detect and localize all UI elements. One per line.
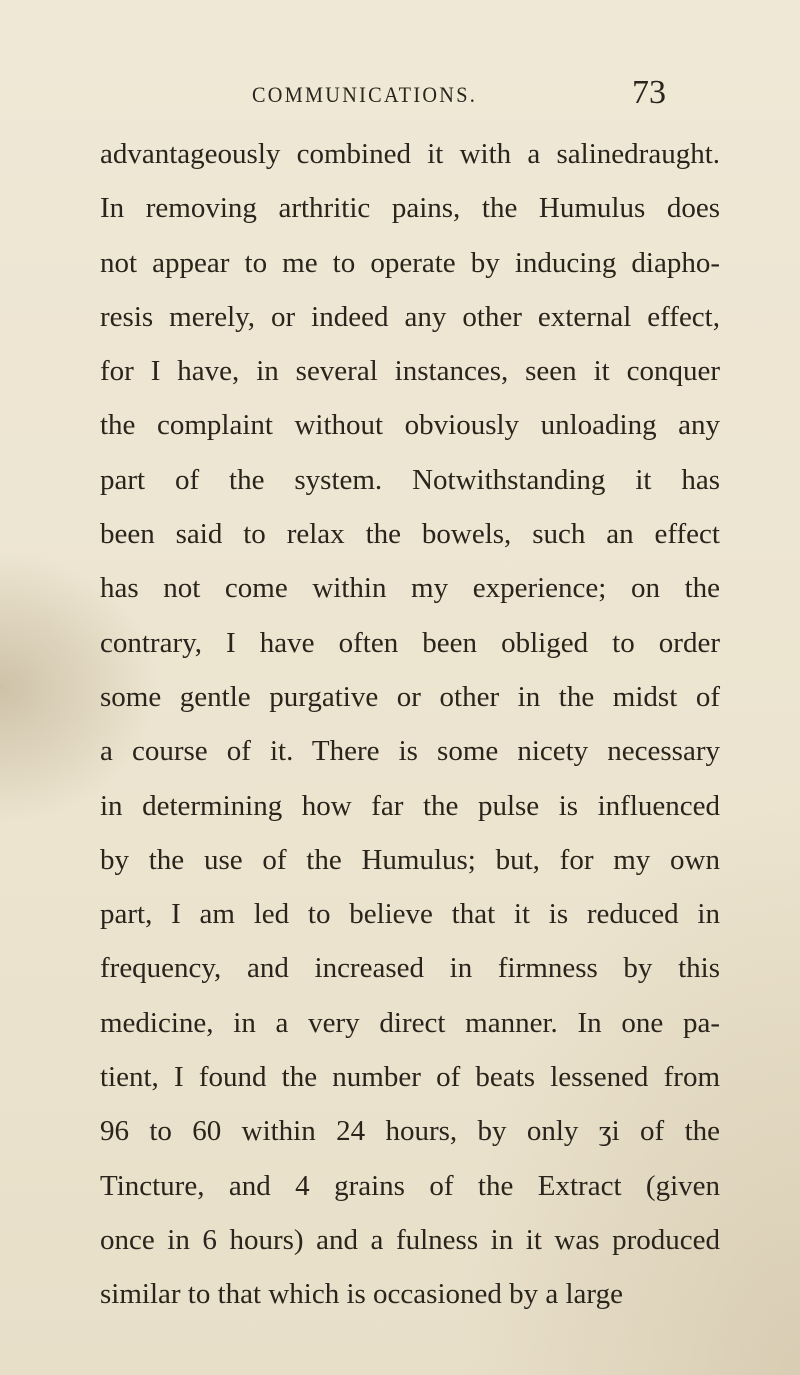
text-line: contrary, I have often been obliged to order (100, 626, 720, 659)
text-line: medicine, in a very direct manner. In one pa- (100, 1006, 720, 1039)
page-header (0, 74, 800, 114)
text-line: Tincture, and 4 grains of the Extract (given (100, 1169, 720, 1202)
text-line: has not come within my experience; on the (100, 572, 720, 605)
text-line: a course of it. There is some nicety necessary (100, 735, 720, 768)
text-line: tient, I found the number of beats lessened from (100, 1061, 720, 1094)
text-line: by the use of the Humulus; but, for my own (100, 843, 720, 876)
text-line: 96 to 60 within 24 hours, by only ʒi of the (100, 1115, 720, 1148)
text-line: not appear to me to operate by inducing diapho- (100, 246, 720, 279)
running-head: COMMUNICATIONS. (252, 82, 478, 107)
text-line: similar to that which is occasioned by a large (100, 1278, 623, 1311)
text-line: been said to relax the bowels, such an effect (100, 518, 720, 551)
text-line: frequency, and increased in firmness by this (100, 952, 720, 985)
text-line: the complaint without obviously unloading any (100, 409, 720, 442)
text-line: once in 6 hours) and a fulness in it was produced (100, 1223, 720, 1256)
text-line: advantageously combined it with a salinedraught. (100, 138, 720, 170)
body-text (100, 127, 720, 1322)
text-line: part of the system. Notwithstanding it has (100, 463, 720, 496)
text-line: resis merely, or indeed any other external effect, (100, 300, 720, 333)
page-number: 73 (632, 74, 666, 111)
text-line: In removing arthritic pains, the Humulus does (100, 192, 720, 225)
text-line: some gentle purgative or other in the midst of (100, 680, 720, 713)
text-line: in determining how far the pulse is influenced (100, 789, 720, 822)
text-line: for I have, in several instances, seen it conquer (100, 355, 720, 388)
text-line: part, I am led to believe that it is reduced in (100, 898, 720, 931)
